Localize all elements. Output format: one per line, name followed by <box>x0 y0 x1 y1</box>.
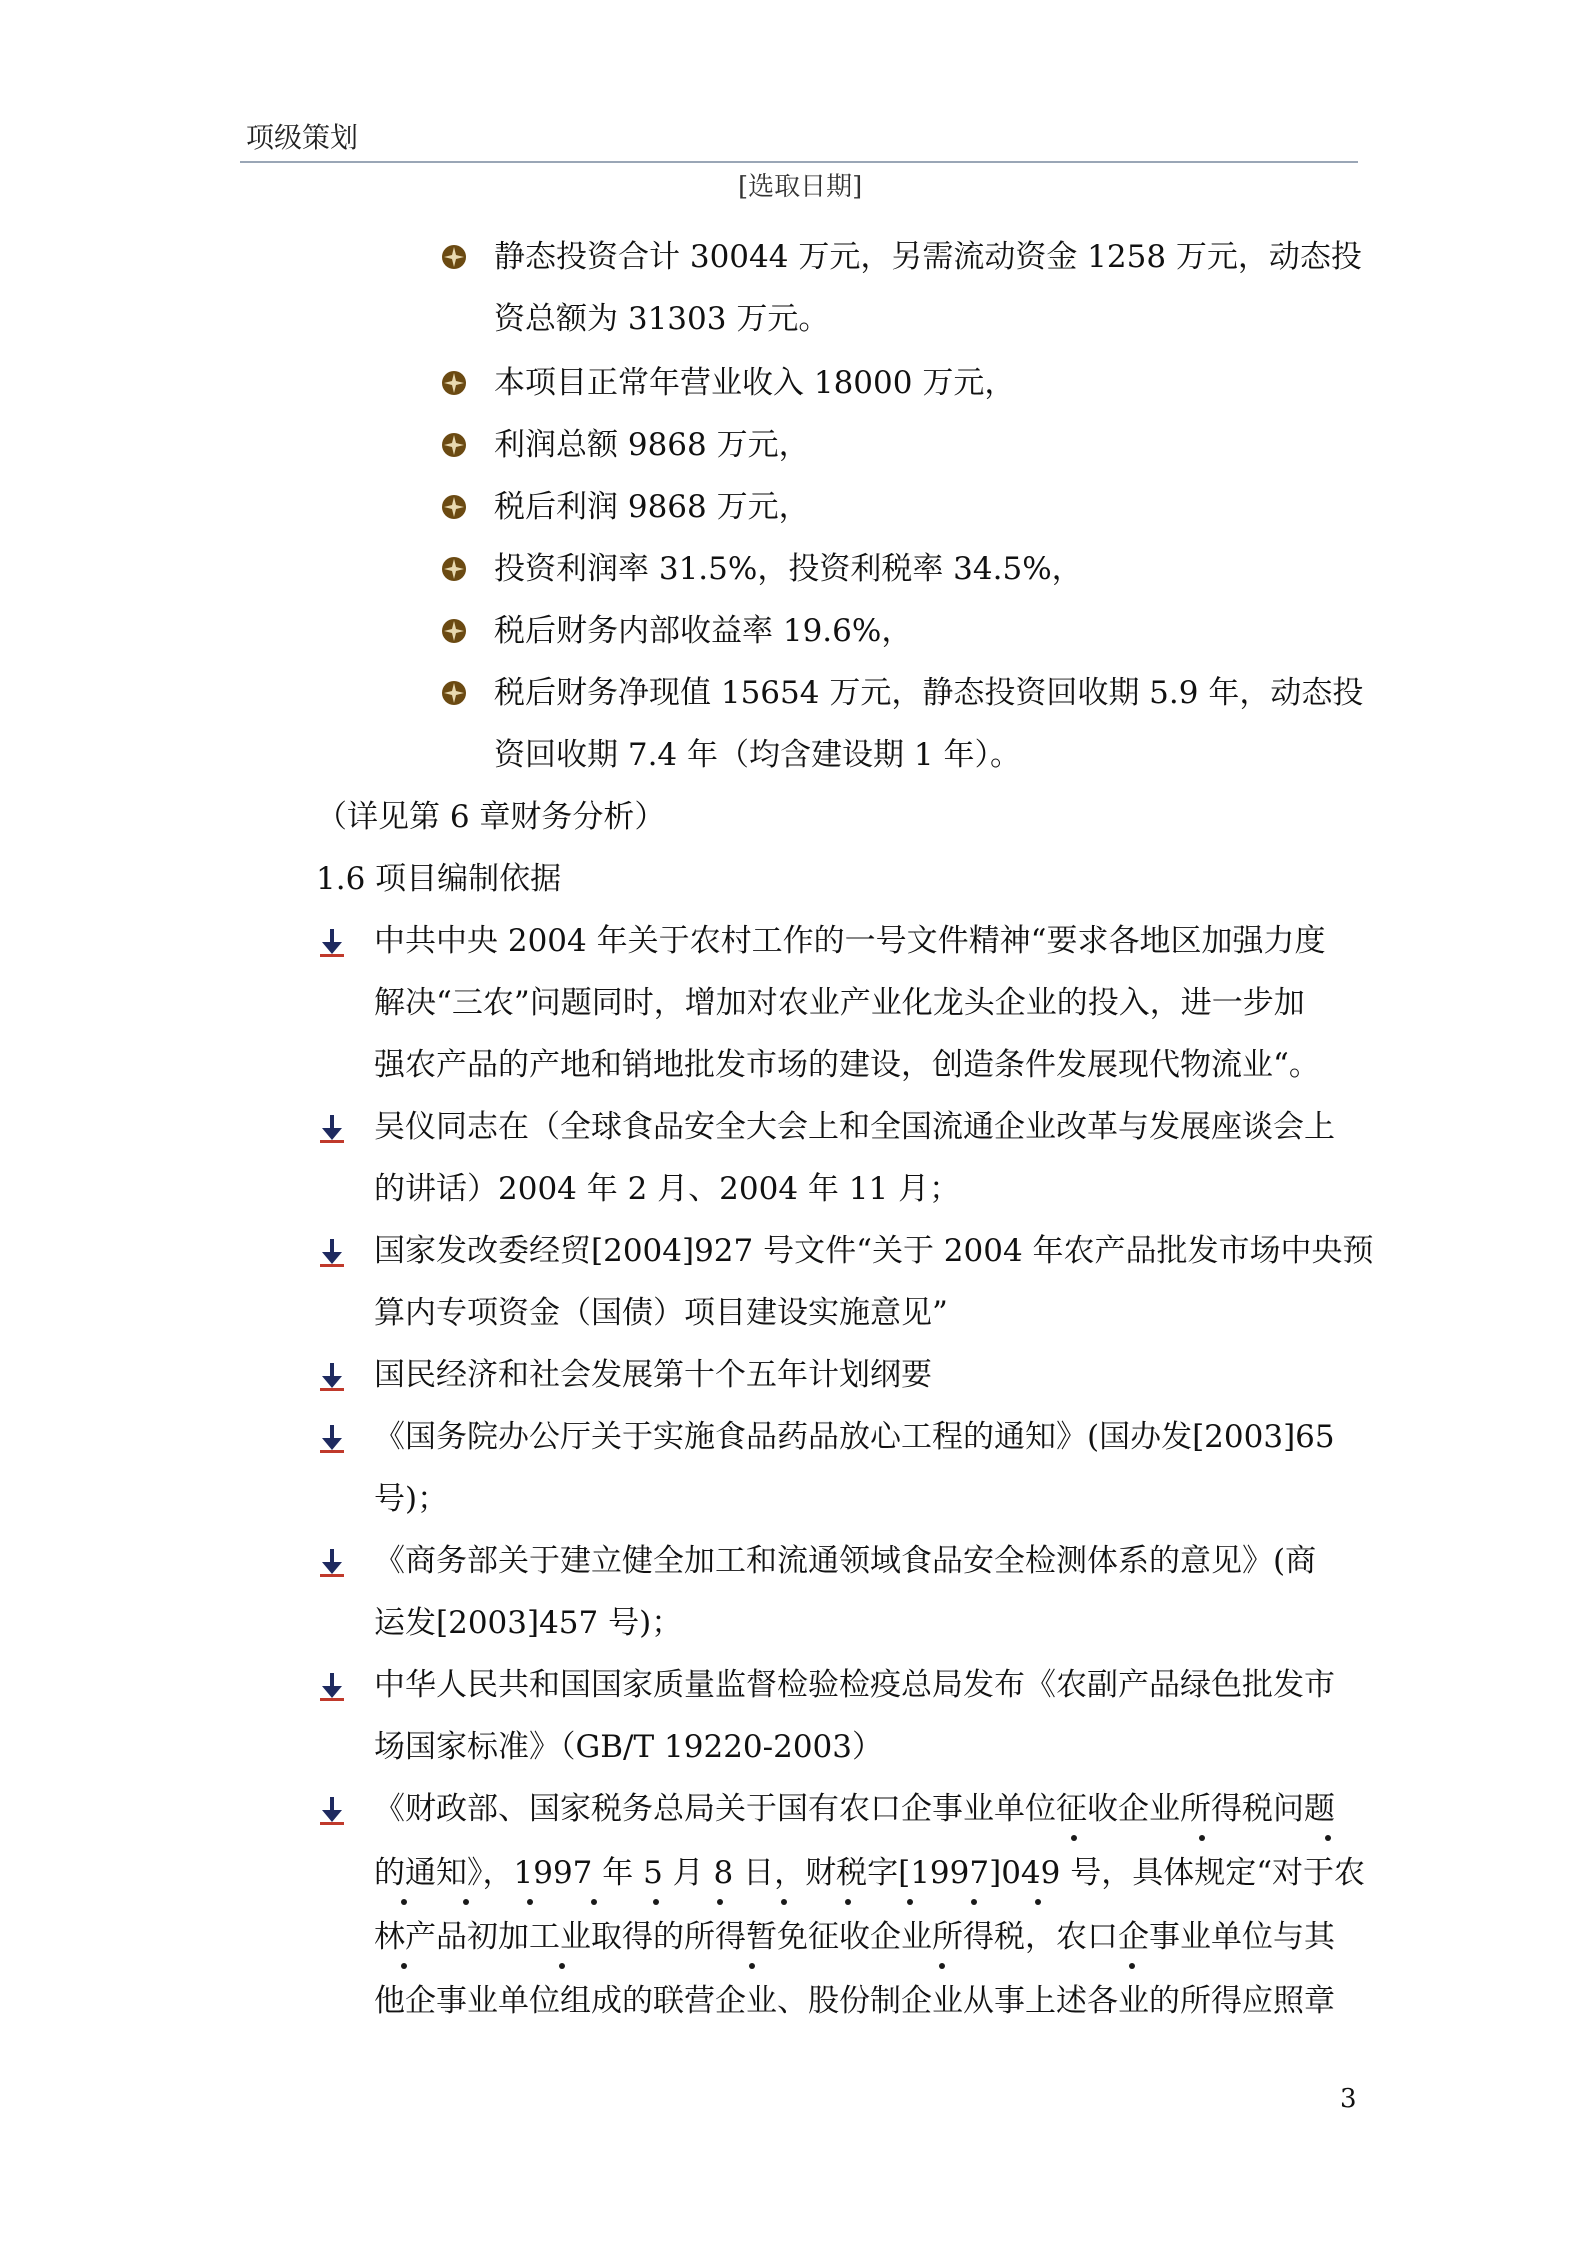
arrow-bullet-icon <box>318 1796 346 1826</box>
basis-item-8-line-2: 的通知》，1997 年 5 月 8 日，财税字[1997]049 号，具体规定“对于农 <box>374 1855 1366 1891</box>
summary-item-4: 税后利润 9868 万元， <box>494 489 810 525</box>
basis-item-7-line-2: 场国家标准》（GB/T 19220-2003） <box>374 1729 884 1765</box>
summary-item-7-line-2: 资回收期 7.4 年（均含建设期 1 年）。 <box>494 737 1021 773</box>
basis-item-3-line-2: 算内专项资金（国债）项目建设实施意见” <box>374 1295 948 1331</box>
basis-item-1-line-2: 解决“三农”问题同时，增加对农业产业化龙头企业的投入，进一步加 <box>374 985 1305 1021</box>
flower-bullet-icon <box>441 556 467 582</box>
arrow-bullet-icon <box>318 1672 346 1702</box>
basis-item-3-line-1: 国家发改委经贸[2004]927 号文件“关于 2004 年农产品批发市场中央预 <box>374 1233 1374 1269</box>
section-heading: 1.6 项目编制依据 <box>316 861 562 897</box>
header-date: [选取日期] <box>738 172 863 202</box>
basis-item-6-line-1: 《商务部关于建立健全加工和流通领域食品安全检测体系的意见》(商 <box>374 1543 1317 1579</box>
flower-bullet-icon <box>441 494 467 520</box>
summary-item-5: 投资利润率 31.5%，投资利税率 34.5%， <box>494 551 1083 587</box>
arrow-bullet-icon <box>318 1238 346 1268</box>
arrow-bullet-icon <box>318 928 346 958</box>
basis-item-8-line-4: 他企事业单位组成的联营企业、股份制企业从事上述各业的所得应照章 <box>374 1983 1335 2019</box>
basis-item-2-line-2: 的讲话）2004 年 2 月、2004 年 11 月； <box>374 1171 961 1207</box>
summary-item-2: 本项目正常年营业收入 18000 万元， <box>494 365 1016 401</box>
arrow-bullet-icon <box>318 1362 346 1392</box>
basis-item-4: 国民经济和社会发展第十个五年计划纲要 <box>374 1357 932 1393</box>
basis-item-6-line-2: 运发[2003]457 号)； <box>374 1605 683 1641</box>
basis-item-1-line-1: 中共中央 2004 年关于农村工作的一号文件精神“要求各地区加强力度 <box>374 923 1326 959</box>
basis-item-2-line-1: 吴仪同志在（全球食品安全大会上和全国流通企业改革与发展座谈会上 <box>374 1109 1335 1145</box>
summary-item-1-line-2: 资总额为 31303 万元。 <box>494 301 830 337</box>
flower-bullet-icon <box>441 244 467 270</box>
basis-item-8-line-1: 《财政部、国家税务总局关于国有农口企事业单位征收企业所得税问题 <box>374 1791 1335 1827</box>
arrow-bullet-icon <box>318 1548 346 1578</box>
basis-item-7-line-1: 中华人民共和国国家质量监督检验检疫总局发布《农副产品绿色批发市 <box>374 1667 1335 1703</box>
flower-bullet-icon <box>441 618 467 644</box>
basis-item-5-line-2: 号)； <box>374 1481 449 1517</box>
flower-bullet-icon <box>441 680 467 706</box>
summary-item-7-line-1: 税后财务净现值 15654 万元，静态投资回收期 5.9 年，动态投 <box>494 675 1364 711</box>
page-number: 3 <box>1340 2084 1357 2114</box>
flower-bullet-icon <box>441 370 467 396</box>
basis-item-1-line-3: 强农产品的产地和销地批发市场的建设，创造条件发展现代物流业“。 <box>374 1047 1320 1083</box>
arrow-bullet-icon <box>318 1114 346 1144</box>
flower-bullet-icon <box>441 432 467 458</box>
basis-item-8-line-3: 林产品初加工业取得的所得暂免征收企业所得税，农口企事业单位与其 <box>374 1919 1335 1955</box>
summary-item-3: 利润总额 9868 万元， <box>494 427 810 463</box>
header-title: 项级策划 <box>246 121 359 154</box>
basis-item-5-line-1: 《国务院办公厅关于实施食品药品放心工程的通知》(国办发[2003]65 <box>374 1419 1335 1455</box>
header-rule <box>240 161 1358 163</box>
summary-item-6: 税后财务内部收益率 19.6%， <box>494 613 913 649</box>
emphasis-dots <box>374 1832 1354 1972</box>
finance-note: （详见第 6 章财务分析） <box>316 799 666 835</box>
summary-item-1-line-1: 静态投资合计 30044 万元，另需流动资金 1258 万元，动态投 <box>494 239 1362 275</box>
arrow-bullet-icon <box>318 1424 346 1454</box>
